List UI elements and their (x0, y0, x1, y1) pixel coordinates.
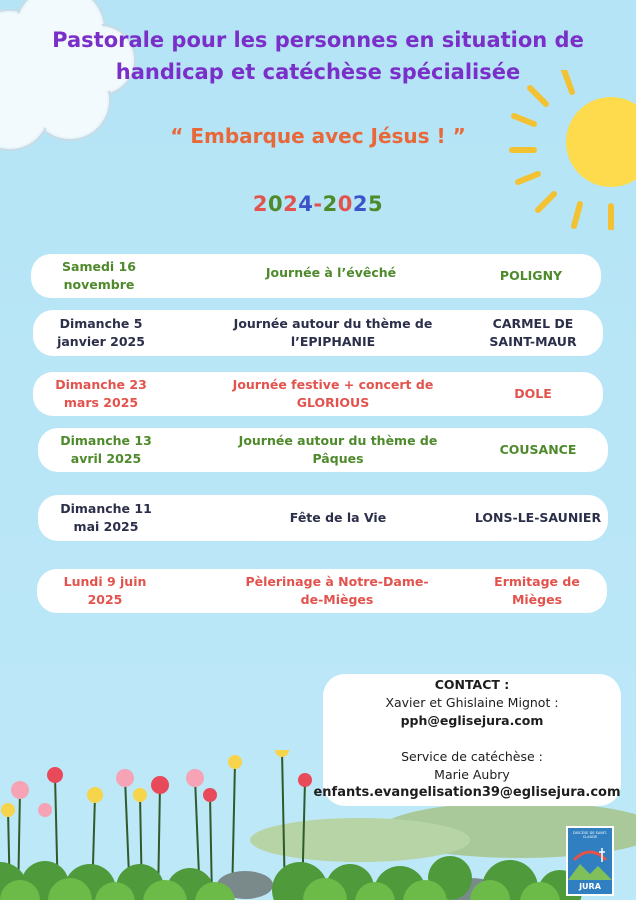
event-date: Dimanche 13 avril 2025 (60, 433, 152, 466)
event-place: LONS-LE-SAUNIER (474, 510, 602, 525)
contact-name-2: Marie Aubry (434, 767, 510, 782)
year-character: 2 (252, 192, 269, 216)
event-row (38, 495, 608, 541)
event-title: Journée autour du thème de l’EPIPHANIE (233, 316, 433, 349)
year-range (0, 192, 636, 216)
subtitle: “ Embarque avec Jésus ! ” (170, 124, 466, 148)
year-character: 4 (298, 192, 314, 216)
logo-top-text: DIOCESE DE SAINT-CLAUDE (572, 831, 608, 839)
event-row (38, 428, 608, 472)
contact-email-1[interactable]: pph@eglisejura.com (400, 713, 544, 728)
event-row (33, 310, 603, 356)
event-date: Samedi 16 novembre (62, 259, 136, 292)
event-row (31, 254, 601, 298)
event-place: CARMEL DE SAINT-MAUR (489, 316, 577, 349)
event-title: Journée autour du thème de Pâques (238, 433, 438, 466)
event-title: Journée festive + concert de GLORIOUS (232, 377, 434, 410)
event-date: Dimanche 5 janvier 2025 (57, 316, 145, 349)
event-place: POLIGNY (499, 268, 563, 283)
year-character: - (313, 192, 323, 216)
year-character: 2 (322, 192, 338, 216)
year-character: 0 (268, 192, 284, 216)
title-line-1: Pastorale pour les personnes en situation de (52, 28, 584, 52)
event-title: Fête de la Vie (289, 510, 387, 525)
year-character: 2 (283, 192, 299, 216)
contact-box (313, 674, 621, 806)
event-date: Dimanche 11 mai 2025 (60, 501, 152, 534)
event-row (37, 569, 607, 613)
event-date: Lundi 9 juin 2025 (63, 574, 147, 607)
contact-name-1: Xavier et Ghislaine Mignot : (385, 695, 559, 710)
contact-heading: CONTACT : (434, 677, 510, 692)
event-place: Ermitage de Mièges (494, 574, 580, 607)
event-title: Journée à l’évêché (265, 265, 397, 280)
contact-email-2[interactable]: enfants.evangelisation39@eglisejura.com (313, 785, 621, 800)
diocese-logo (566, 826, 614, 896)
title-line-2: handicap et catéchèse spécialisée (115, 60, 521, 84)
event-title: Pèlerinage à Notre-Dame- de-Mièges (245, 574, 429, 607)
year-character: 5 (367, 192, 384, 216)
event-place: COUSANCE (499, 442, 577, 457)
event-place: DOLE (514, 386, 552, 401)
event-row (33, 372, 603, 416)
contact-service: Service de catéchèse : (401, 749, 543, 764)
logo-bottom-text: JURA (579, 882, 601, 891)
poster-title (40, 24, 596, 88)
event-date: Dimanche 23 mars 2025 (55, 377, 147, 410)
year-character: 2 (352, 192, 368, 216)
year-character: 0 (337, 192, 353, 216)
